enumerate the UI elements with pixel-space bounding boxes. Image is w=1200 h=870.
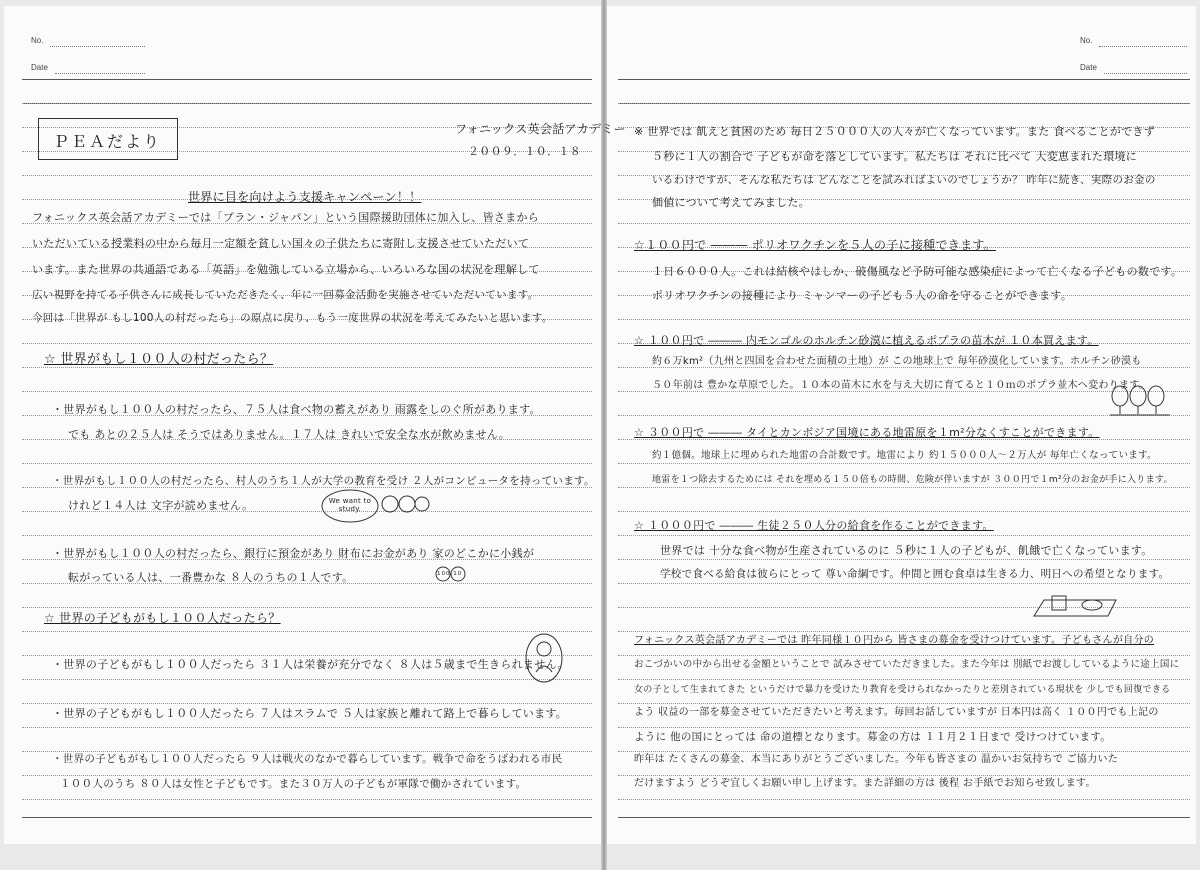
ruled-line [22,103,592,104]
ruled-line [618,511,1190,512]
ruled-line [618,103,1190,104]
ruled-line [618,817,1190,818]
right-date-label: Date [1080,63,1097,72]
closing-line: 昨年は たくさんの募金、本当にありがとうございました。今年も皆さまの 温かいお気持ちで ご協力いた [634,754,1119,765]
support-item-heading: ☆ １００円で ――― 内モンゴルのホルチン砂漠に植えるポプラの苗木が １０本買えます。 [634,334,1099,347]
ruled-line [618,631,1190,632]
ruled-line [22,799,592,800]
left-no-label: No. [31,36,44,45]
tree-icon [1130,386,1146,406]
child-face-icon [382,496,398,512]
flower-icon [536,666,552,672]
poplar-trees-illustration [1110,386,1172,418]
ruled-line [618,583,1190,584]
left-date-line [55,73,145,74]
left-date-label: Date [31,63,48,72]
ruled-line [22,727,592,728]
cup-icon [1052,596,1066,610]
bowl-icon [1082,600,1102,610]
section1-heading: ☆ 世界がもし１００人の村だったら？ [44,352,274,367]
ruled-line [618,319,1190,320]
ruled-line [22,631,592,632]
newsletter-title-box [38,118,178,160]
support-item-line: ５０年前は 豊かな草原でした。１０本の苗木に水を与え大切に育てると１０ｍのポプラ並木へ変わります。 [652,380,1150,391]
intro-line: 今回は「世界が もし100人の村だったら」の原点に戻り、もう一度世界の状況を考えてみたいと思います。 [32,312,553,324]
note-line: いるわけですが、そんな私たちは どんなことを試みればよいのでしょうか？ 昨年に続き、実際のお金の [652,174,1156,186]
child-face-icon [415,497,429,511]
girl-face-icon [537,642,551,656]
ruled-line [22,463,592,464]
child-face-icon [399,496,415,512]
intro-line: いただいている授業料の中から毎月一定額を貧しい国々の子供たちに寄附し支援させていただいて [32,237,530,250]
closing-line: フォニックス英会話アカデミーでは 昨年同様１０円から 皆さまの募金を受けつけています。子どもさんが自分の [634,635,1155,646]
note-line: ※ 世界では 飢えと貧困のため 毎日２５０００人の人々が亡くなっています。また 食べることができず [634,125,1156,138]
support-item-heading: ☆１００円で ――― ポリオワクチンを５人の子に接種できます。 [634,238,997,252]
ruled-line [618,679,1190,680]
campaign-heading: 世界に目を向けよう支援キャンペーン！！ [188,190,422,204]
support-item-heading: ☆ ３００円で ――― タイとカンボジア国境にある地雷原を１m²分なくすことができます。 [634,426,1100,439]
closing-line: よう 収益の一部を募金させていただきたいと考えます。毎回お話していますが 日本円は高く １００円でも上記の [634,707,1159,718]
ruled-line [22,679,592,680]
section1-item: けれど１４人は 文字が読めません。 [68,499,254,512]
intro-line: います。また世界の共通語である「英語」を勉強している立場から、いろいろな国の状況を理解して [32,263,540,276]
tree-icon [1148,386,1164,406]
ruled-line [618,799,1190,800]
oval-frame-icon [526,634,562,682]
newsletter-title: ＰＥＡだより [53,132,162,151]
support-item-line: 約６万km²（九州と四国を合わせた面積の土地）が この地球上で 毎年砂漠化しています。ホルチン砂漠も [652,356,1142,367]
section2-item: ・世界の子どもがもし１００人だったら ３１人は栄養が充分でなく ８人は５歳まで生きられません。 [52,658,569,671]
section2-heading: ☆ 世界の子どもがもし１００人だったら？ [44,611,281,625]
closing-line: だけますよう どうぞ宜しくお願い申し上げます。また詳細の方は 後程 お手紙でお知らせ致します。 [634,778,1096,789]
support-item-line: 世界では 十分な食べ物が生産されているのに ５秒に１人の子どもが、飢餓で亡くなっています。 [660,544,1153,557]
support-item-heading: ☆ １０００円で ――― 生徒２５０人分の給食を作ることができます。 [634,519,994,532]
support-item-line: 約１億個。地球上に埋められた地雷の合計数です。地雷により 約１５０００人～２万人が 毎年亡くなっています。 [652,450,1157,461]
ruled-line [618,79,1190,80]
section2-item: １００人のうち ８０人は女性と子どもです。また３０万人の子どもが軍隊で働かされています。 [60,778,527,790]
bubble-text: We want to study. [328,497,372,513]
closing-line: ように 他の国にとっては 命の道標となります。募金の方は １１月２１日まで 受けつけています。 [634,731,1112,743]
school-name: フォニックス英会話アカデミー [455,122,626,136]
section1-item: ・世界がもし１００人の村だったら、村人のうち１人が大学の教育を受け ２人がコンピュータを持っています。 [52,475,595,487]
ruled-line [22,175,592,176]
ruled-line [618,223,1190,224]
ruled-line [22,391,592,392]
section1-item: ・世界がもし１００人の村だったら、７５人は食べ物の蓄えがあり 雨露をしのぐ所があります。 [52,403,541,416]
support-item-line: 学校で食べる給食は彼らにとって 尊い命綱です。仲間と囲む食卓は生きる力、明日への希望となります。 [660,568,1170,580]
note-line: 価値について考えてみました。 [652,196,810,209]
ruled-line [22,703,592,704]
ruled-line [22,607,592,608]
ruled-line [22,655,592,656]
tree-icon [1112,386,1128,406]
girl-illustration [524,632,564,684]
closing-line: おこづかいの中から出せる金額ということで 試みさせていただきました。また今年は 別紙でお渡ししているように途上国に [634,659,1180,670]
note-line: ５秒に１人の割合で 子どもが命を落としています。私たちは それに比べて 大変恵まれた環境に [652,150,1138,163]
section1-item: でも あとの２５人は そうではありません。１７人は きれいで安全な水が飲めません。 [68,428,511,441]
ruled-line [618,415,1190,416]
coins-text: 100 10 [437,571,463,577]
ruled-line [618,535,1190,536]
right-no-line [1099,46,1187,47]
section1-item: 転がっている人は、一番豊かな ８人のうちの１人です。 [68,571,354,584]
right-no-label: No. [1080,36,1093,45]
school-lunch-illustration [1030,592,1120,620]
section2-item: ・世界の子どもがもし１００人だったら ７人はスラムで ５人は家族と離れて路上で暮らしています。 [52,707,568,720]
intro-line: 広い視野を持てる子供さんに成長していただきたく、年に一回募金活動を実施させていただいています。 [32,289,539,301]
ruled-line [618,703,1190,704]
section1-item: ・世界がもし１００人の村だったら、銀行に預金があり 財布にお金があり 家のどこかに小銭が [52,547,535,560]
ruled-line [22,535,592,536]
support-item-line: １日６０００人。これは結核やはしか、破傷風など予防可能な感染症によって亡くなる子どもの数です。 [652,265,1183,278]
ruled-line [22,79,592,80]
left-no-line [50,46,145,47]
closing-line: 女の子として生まれてきた というだけで暴力を受けたり教育を受けられなかったりと差別されている現状を 少しでも回復できる [634,685,1171,695]
right-date-line [1104,73,1187,74]
ruled-line [22,343,592,344]
tray-icon [1034,600,1116,616]
support-item-line: 地雷を１つ除去するためには それを埋める１５０倍もの時間、危険が伴いますが ３００円で１m²分のお金が手に入ります。 [652,475,1173,485]
ruled-line [22,817,592,818]
newsletter-date: ２００９．１０．１８ [468,145,581,158]
ruled-line [618,655,1190,656]
section2-item: ・世界の子どもがもし１００人だったら ９人は戦火のなかで暮らしています。戦争で命をうばわれる市民 [52,753,563,765]
ruled-line [618,559,1190,560]
support-item-line: ポリオワクチンの接種により ミャンマーの子ども５人の命を守ることができます。 [652,289,1073,302]
intro-line: フォニックス英会話アカデミーでは「プラン・ジャパン」という国際援助団体に加入し、皆さまから [32,211,540,224]
ruled-line [618,727,1190,728]
